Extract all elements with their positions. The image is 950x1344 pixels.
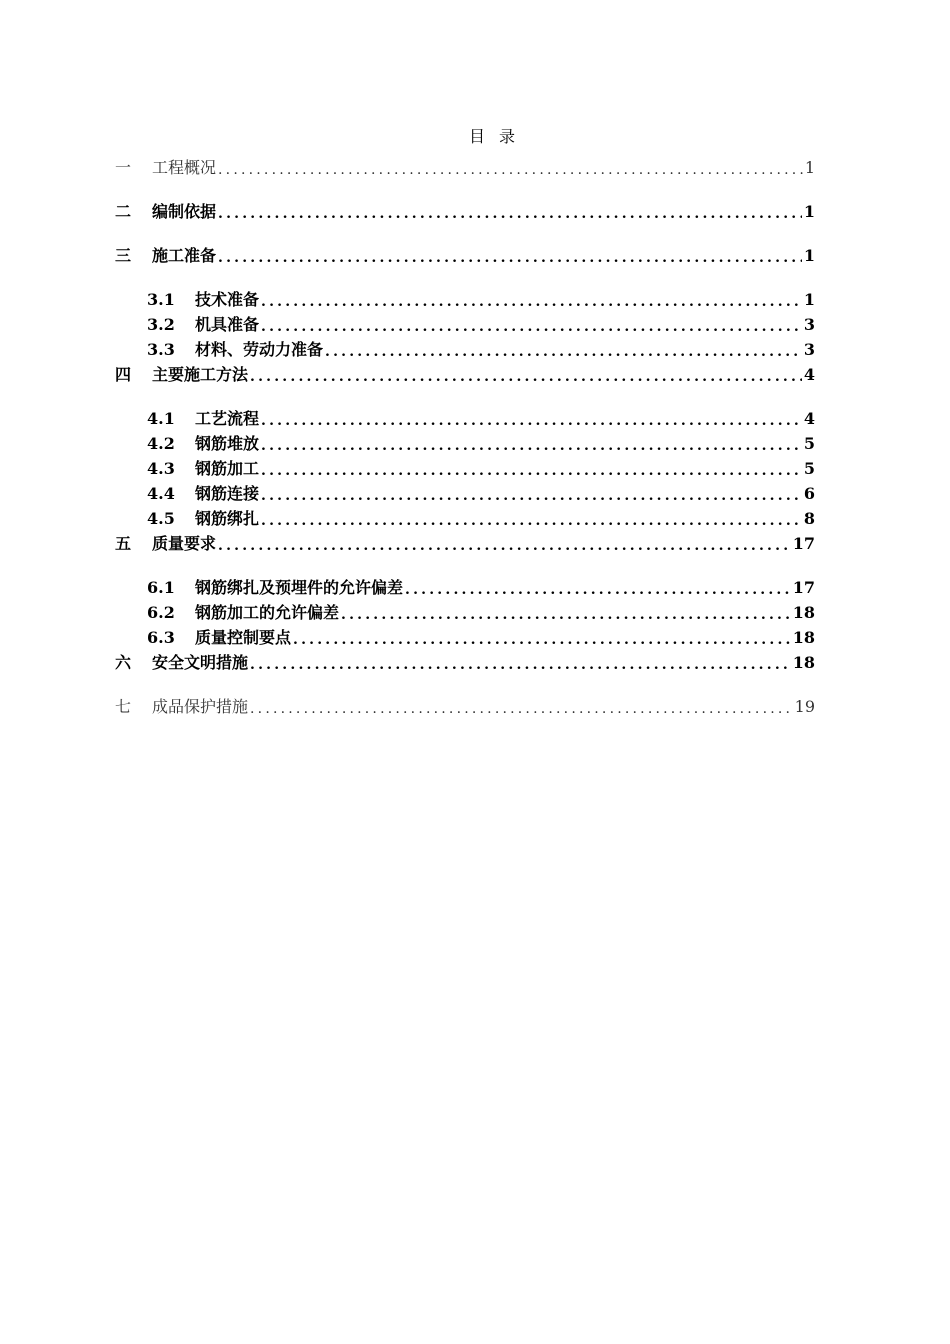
toc-entry-page: 5 [803, 459, 815, 478]
toc-entry-number: 4.1 [147, 409, 175, 428]
toc-dot-leader [261, 434, 802, 454]
toc-entry-label: 质量控制要点 [195, 628, 292, 647]
toc-entry[interactable] [115, 156, 815, 178]
toc-entry-number: 4.2 [147, 434, 175, 453]
toc-entry-page: 18 [792, 653, 815, 672]
toc-entry-page: 4 [803, 409, 815, 428]
toc-dot-leader [261, 484, 802, 504]
toc-entry-number: 6.2 [147, 603, 175, 622]
toc-dot-leader [261, 509, 802, 529]
toc-entry-number: 五 [115, 534, 132, 553]
toc-dot-leader [250, 653, 791, 673]
toc-entry-label: 钢筋绑扎 [195, 509, 260, 528]
toc-entry-number: 三 [115, 246, 132, 265]
toc-dot-leader [341, 603, 791, 623]
toc-entry-page: 19 [794, 697, 815, 716]
toc-entry-label: 工程概况 [152, 158, 217, 177]
toc-entry-page: 5 [803, 434, 815, 453]
toc-entry-number: 3.2 [147, 315, 175, 334]
toc-subentry[interactable] [147, 507, 815, 529]
toc-dot-leader [293, 628, 791, 648]
toc-entry-page: 1 [803, 202, 815, 221]
toc-entry[interactable] [115, 200, 815, 222]
toc-entry-number: 6.1 [147, 578, 175, 597]
toc-entry-page: 1 [803, 246, 815, 265]
toc-entry-page: 3 [803, 340, 815, 359]
toc-entry-label: 材料、劳动力准备 [195, 340, 324, 359]
toc-dot-leader [325, 340, 802, 360]
toc-entry-label: 钢筋加工的允许偏差 [195, 603, 340, 622]
toc-dot-leader [250, 365, 802, 385]
toc-subentry[interactable] [147, 626, 815, 648]
toc-entry-number: 4.5 [147, 509, 175, 528]
toc-entry-label: 钢筋堆放 [195, 434, 260, 453]
toc-entry-number: 二 [115, 202, 132, 221]
toc-entry-page: 4 [803, 365, 815, 384]
toc-entry[interactable] [115, 363, 815, 385]
toc-entry-label: 编制依据 [152, 202, 217, 221]
toc-dot-leader [261, 409, 802, 429]
toc-dot-leader [261, 290, 802, 310]
toc-entry[interactable] [115, 651, 815, 673]
toc-entry-page: 17 [792, 578, 815, 597]
toc-subentry[interactable] [147, 482, 815, 504]
toc-entry-label: 技术准备 [195, 290, 260, 309]
toc-entry-page: 18 [792, 628, 815, 647]
toc-dot-leader [261, 315, 802, 335]
toc-entry[interactable] [115, 695, 815, 717]
toc-entry-number: 四 [115, 365, 132, 384]
toc-dot-leader [218, 534, 791, 554]
toc-entry-label: 钢筋连接 [195, 484, 260, 503]
toc-dot-leader [218, 202, 802, 222]
toc-subentry[interactable] [147, 457, 815, 479]
toc-subentry[interactable] [147, 601, 815, 623]
toc-dot-leader [218, 158, 803, 178]
toc-entry-number: 4.4 [147, 484, 175, 503]
toc-entry-label: 机具准备 [195, 315, 260, 334]
toc-entry-number: 6.3 [147, 628, 175, 647]
toc-entry-label: 质量要求 [152, 534, 217, 553]
toc-subentry[interactable] [147, 432, 815, 454]
toc-entry-label: 成品保护措施 [152, 697, 249, 716]
toc-dot-leader [250, 697, 793, 717]
toc-dot-leader [218, 246, 802, 266]
toc-entry-number: 六 [115, 653, 132, 672]
toc-dot-leader [405, 578, 791, 598]
toc-entry-page: 18 [792, 603, 815, 622]
toc-entry[interactable] [115, 532, 815, 554]
toc-entry-number: 3.1 [147, 290, 175, 309]
toc-entry-label: 施工准备 [152, 246, 217, 265]
toc-subentry[interactable] [147, 313, 815, 335]
toc-entry-page: 1 [803, 290, 815, 309]
toc-entry-page: 6 [803, 484, 815, 503]
toc-entry-label: 主要施工方法 [152, 365, 249, 384]
toc-entry-label: 安全文明措施 [152, 653, 249, 672]
toc-entry-label: 钢筋加工 [195, 459, 260, 478]
toc-dot-leader [261, 459, 802, 479]
toc-entry-page: 8 [803, 509, 815, 528]
toc-subentry[interactable] [147, 338, 815, 360]
toc-entry-label: 工艺流程 [195, 409, 260, 428]
toc-entry-number: 4.3 [147, 459, 175, 478]
toc-entry-page: 1 [804, 158, 815, 177]
toc-entry-page: 3 [803, 315, 815, 334]
toc-subentry[interactable] [147, 288, 815, 310]
toc-entry-label: 钢筋绑扎及预埋件的允许偏差 [195, 578, 404, 597]
toc-subentry[interactable] [147, 576, 815, 598]
toc-subentry[interactable] [147, 407, 815, 429]
toc-title: 目录 [468, 127, 529, 146]
toc-entry-number: 3.3 [147, 340, 175, 359]
toc-entry-number: 七 [115, 697, 132, 716]
toc-entry-page: 17 [792, 534, 815, 553]
toc-entry-number: 一 [115, 158, 132, 177]
toc-entry[interactable] [115, 244, 815, 266]
